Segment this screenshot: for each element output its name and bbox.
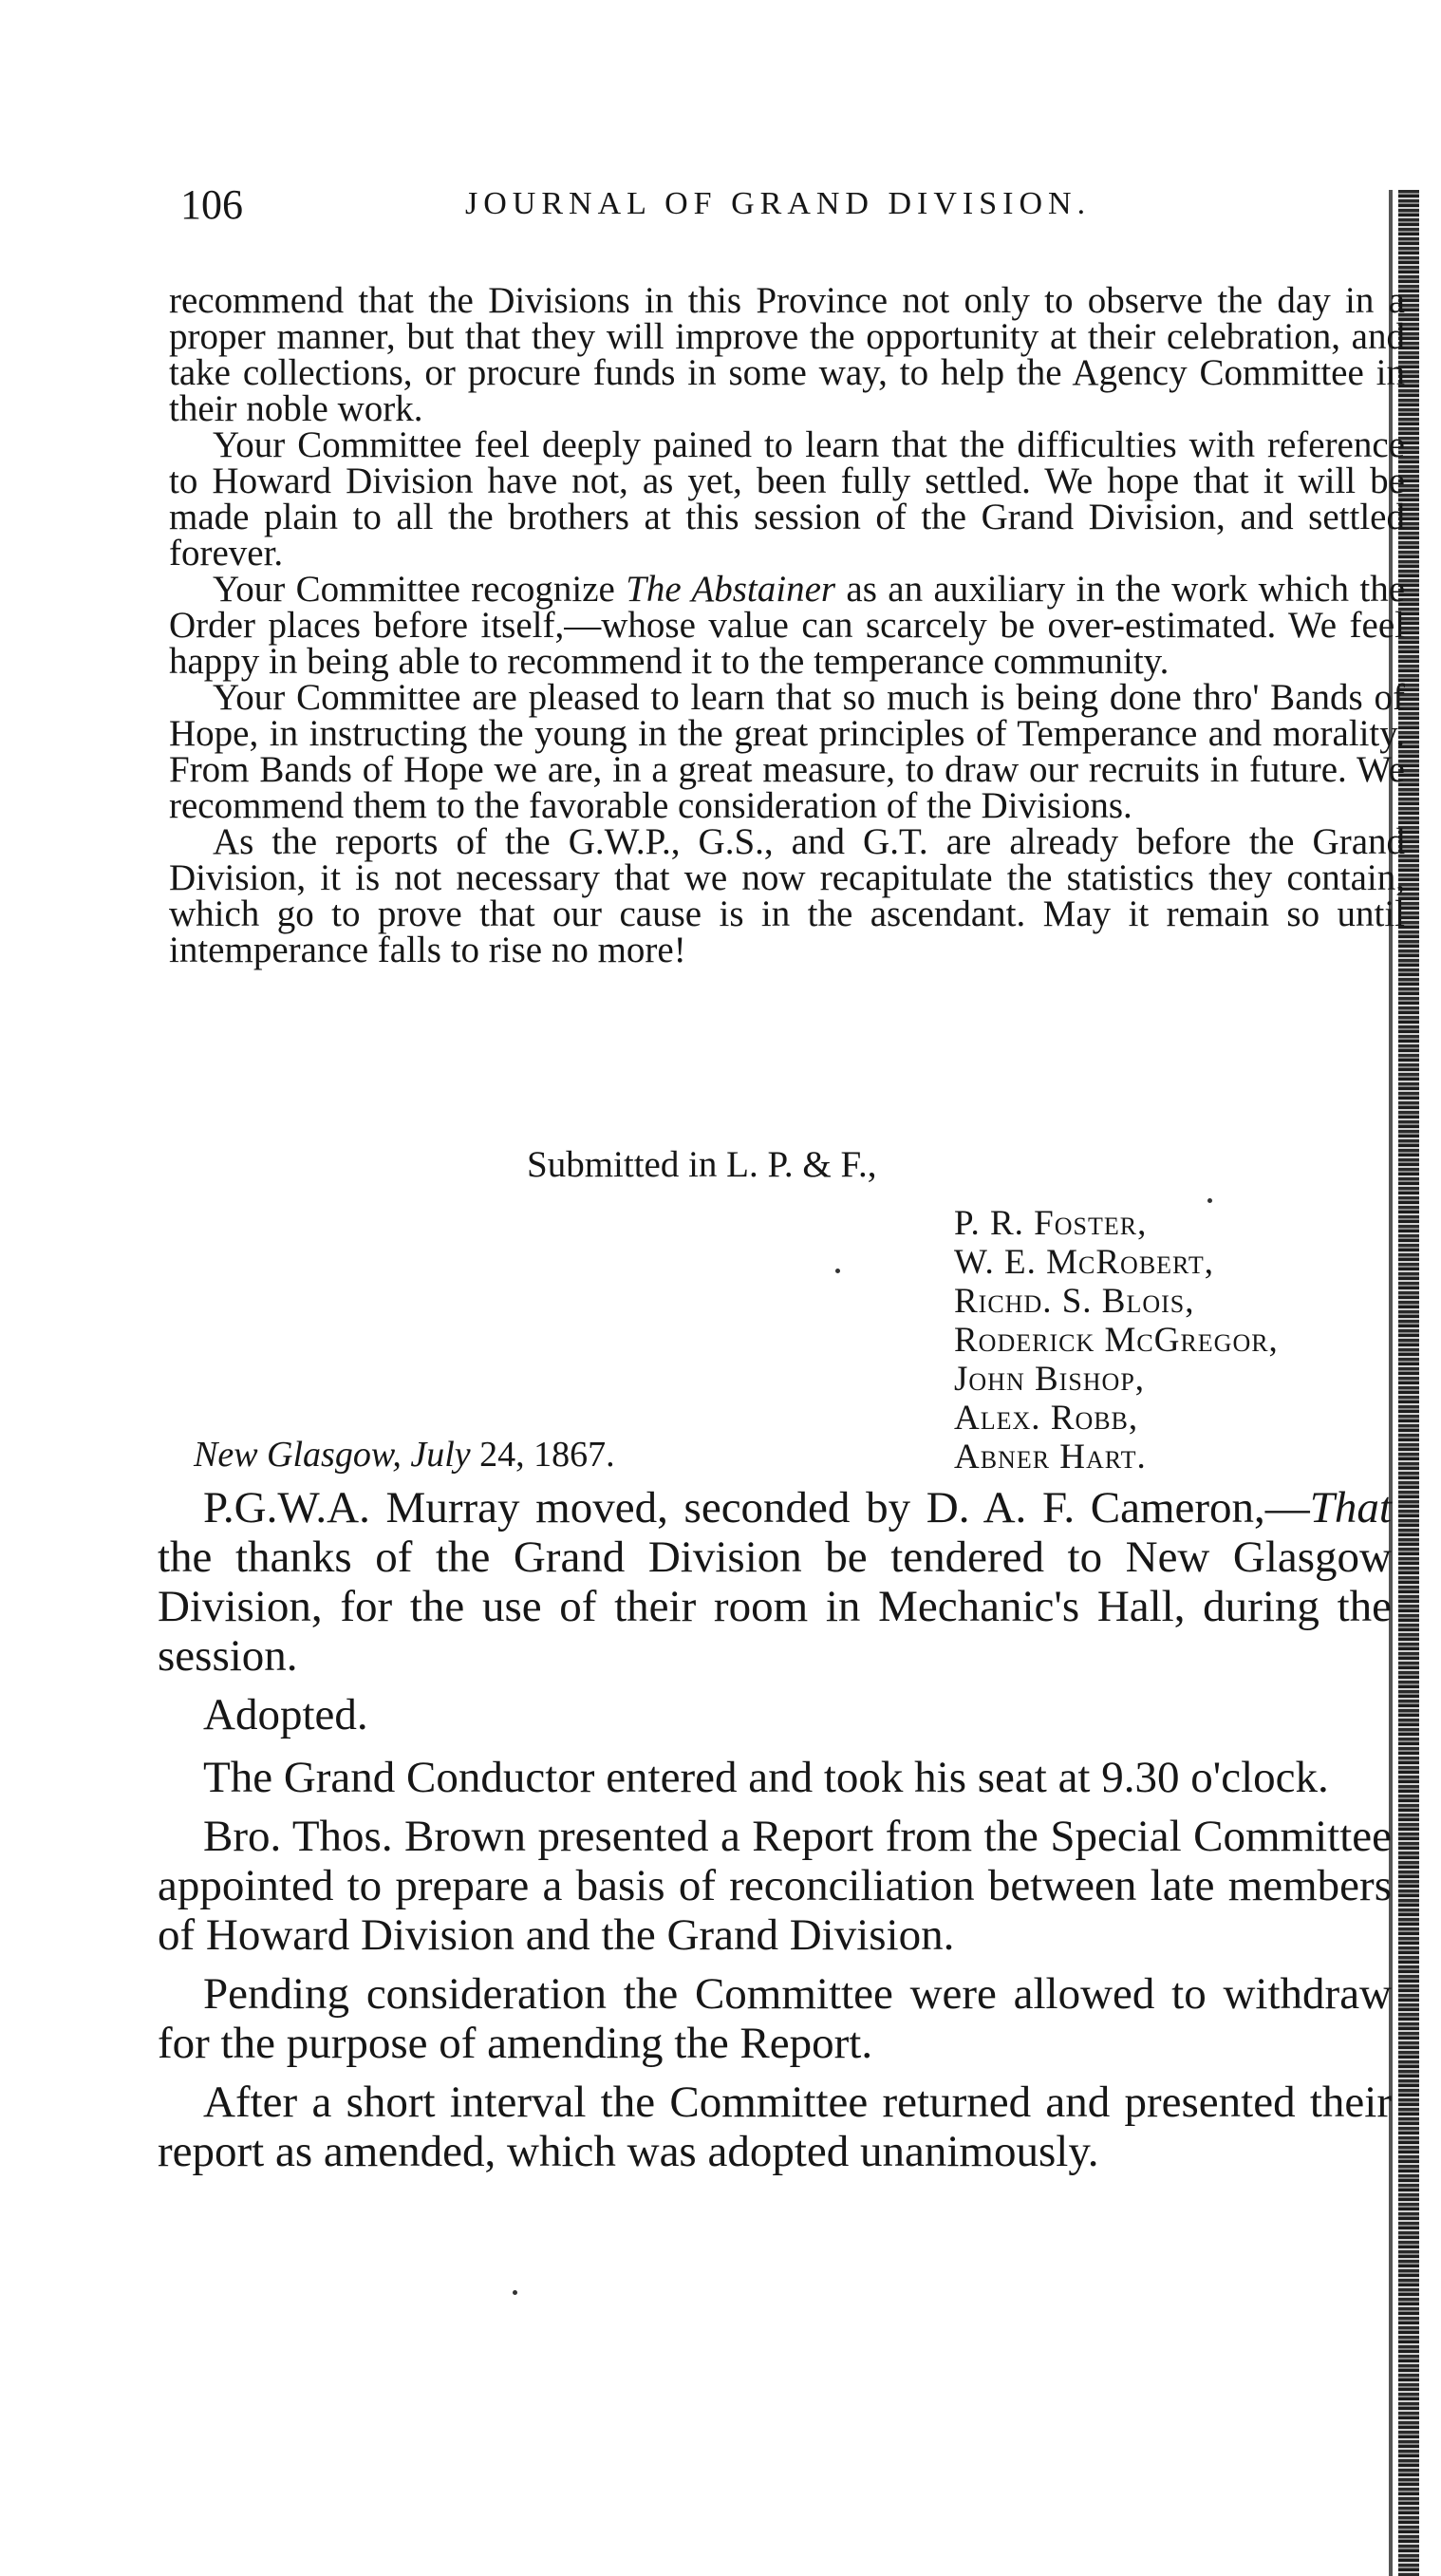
minutes-paragraph: The Grand Conductor entered and took his seat at 9.30 o'clock. bbox=[203, 1753, 1329, 1802]
signer-name: Richd. S. Blois, bbox=[954, 1282, 1195, 1321]
publication-title: The Abstainer bbox=[626, 569, 836, 610]
signer-name: John Bishop, bbox=[954, 1360, 1146, 1399]
minutes-italic: That bbox=[1309, 1483, 1392, 1532]
report-paragraph: Your Committee feel deeply pained to learn that the difficulties with reference to Howard Division have not, as yet, been fully settled. We hope that it will be made plain to all the brothers at this session of the Grand Division, and settled forever. bbox=[169, 424, 1405, 573]
committee-report bbox=[169, 280, 1405, 970]
signatories bbox=[954, 1204, 1279, 1476]
print-speck bbox=[1207, 1198, 1212, 1203]
signer-name: Alex. Robb, bbox=[954, 1399, 1139, 1438]
minutes-paragraph: Bro. Thos. Brown presented a Report from the Special Committee appointed to prepare a basis of reconciliation between late members of Howard Division and the Grand Division. bbox=[158, 1812, 1392, 1960]
dateline-place: New Glasgow, July bbox=[194, 1435, 471, 1475]
minutes-paragraph: After a short interval the Committee returned and presented their report as amended, which was adopted unanimously. bbox=[158, 2078, 1392, 2176]
report-paragraph bbox=[169, 569, 1405, 682]
report-paragraph: recommend that the Divisions in this Province not only to observe the day in a proper manner, but that they will improve the opportunity at their celebration, and take collections, or procure funds in some way, to help the Agency Committee in their noble work. bbox=[169, 280, 1405, 429]
signer-name: W. E. McRobert, bbox=[954, 1243, 1214, 1282]
print-speck bbox=[835, 1269, 840, 1273]
report-text: Your Committee recognize bbox=[213, 569, 627, 610]
minutes-paragraph bbox=[158, 1483, 1392, 1681]
minutes-text: P.G.W.A. Murray moved, seconded by D. A. F. Cameron,— bbox=[203, 1483, 1310, 1532]
dateline-date: 24, 1867. bbox=[470, 1435, 615, 1475]
running-head: JOURNAL OF GRAND DIVISION. bbox=[465, 186, 1092, 221]
print-speck bbox=[513, 2290, 517, 2295]
minutes-text: the thanks of the Grand Division be tendered to New Glasgow Division, for the use of their room in Mechanic's Hall, during the session. bbox=[158, 1532, 1392, 1681]
minutes-paragraph: Pending consideration the Committee were allowed to withdraw for the purpose of amending the Report. bbox=[158, 1969, 1392, 2068]
signer-name: Roderick McGregor, bbox=[954, 1321, 1279, 1360]
signer-name: Abner Hart. bbox=[954, 1438, 1147, 1476]
submitted-line: Submitted in L. P. & F., bbox=[527, 1144, 877, 1185]
page-header bbox=[180, 180, 1405, 237]
report-paragraph: Your Committee are pleased to learn that so much is being done thro' Bands of Hope, in instructing the young in the great principles of Temperance and morality. From Bands of Hope we are, in a great measure, to draw our recruits in future. We recommend them to the favorable consideration of the Divisions. bbox=[169, 677, 1405, 826]
report-paragraph: As the reports of the G.W.P., G.S., and G.T. are already before the Grand Division, it is not necessary that we now recapitulate the statistics they contain, which go to prove that our cause is in the ascendant. May it remain so until intemperance falls to rise no more! bbox=[169, 821, 1405, 970]
signer-name: P. R. Foster, bbox=[954, 1204, 1148, 1243]
dateline bbox=[194, 1434, 615, 1476]
session-minutes bbox=[158, 1483, 1392, 2186]
minutes-paragraph: Adopted. bbox=[203, 1690, 368, 1739]
report-text: as an auxiliary in the work which the Order places before itself,—whose value can scarcely be over-estimated. We feel happy in being able to recommend it to the temperance community. bbox=[169, 569, 1405, 682]
page-number: 106 bbox=[180, 181, 243, 228]
